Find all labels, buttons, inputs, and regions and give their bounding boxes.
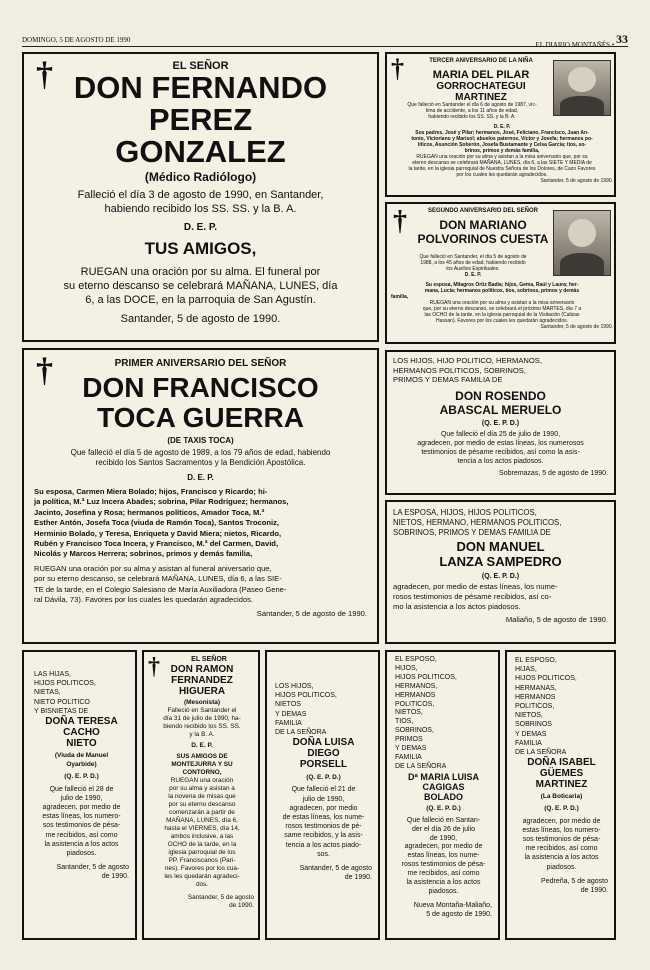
- text: sos.: [317, 850, 330, 858]
- mourners: NIETOS: [275, 701, 301, 709]
- profession: (Médico Radiólogo): [144, 170, 257, 184]
- text: sos testimonios de pésa-: [522, 836, 601, 844]
- text: 1988, a los 45 años de edad, habiendo recibido: [420, 260, 526, 266]
- text: me recibidos, así como: [407, 870, 480, 878]
- obituary-maria-del-pilar: [385, 52, 616, 197]
- mourners: POLITICOS,: [515, 703, 555, 711]
- mourners: Y DEMAS: [395, 745, 427, 753]
- family: brinos, primos y demás familia,: [464, 148, 540, 154]
- date: 5 de agosto de 1990.: [426, 910, 492, 918]
- cross-icon: †: [391, 54, 404, 83]
- mourners: MONTEJURRA Y SU: [171, 761, 233, 768]
- obituary-mariano-polvorinos: [385, 202, 616, 344]
- text: dos.: [195, 881, 209, 888]
- header-date: DOMINGO, 5 DE AGOSTO DE 1990: [22, 36, 131, 44]
- deceased-name: GÜEMES: [539, 768, 584, 780]
- deceased-name: ABASCAL MERUELO: [439, 402, 562, 417]
- cross-icon: †: [36, 56, 53, 93]
- text: tencia a los actos piado-: [285, 841, 362, 849]
- deceased-name: DON MARIANO: [439, 218, 527, 232]
- deceased-name: PORSELL: [299, 759, 348, 771]
- mourners: SUS AMIGOS DE: [176, 753, 228, 760]
- text: nes). Favores por los cua-: [164, 865, 240, 872]
- deceased-name: DON RAMON: [170, 664, 234, 675]
- date: Santander, 5 de agosto de 1990.: [540, 324, 613, 330]
- date: de 1990.: [101, 873, 129, 881]
- obituary-rosendo-abascal: [385, 350, 616, 495]
- deceased-name: POLVORINOS CUESTA: [417, 232, 549, 246]
- text: la novena de misas que: [168, 793, 236, 800]
- family: líticos, Asunción Soberón, Josefa Bustamante y Celsa García; tíos, so-: [417, 142, 587, 148]
- mourners: Y BISNIETAS DE: [34, 707, 89, 715]
- mourners: Y DEMAS: [515, 730, 547, 738]
- portrait-photo: [553, 60, 611, 116]
- deceased-name: DON FRANCISCO: [82, 372, 319, 403]
- text: Que falleció el 28 de: [49, 785, 114, 793]
- deceased-name: MARTINEZ: [535, 779, 588, 791]
- mourners: HIJAS,: [515, 666, 537, 674]
- family: tonio, Victoriano y Marisol; abuelos paternos, Víctor y Josefa; hermanos po-: [411, 136, 593, 142]
- cross-icon: †: [36, 352, 53, 389]
- portrait-photo: [553, 210, 611, 276]
- dep: (Q. E. P. D.): [64, 773, 99, 781]
- date: Nueva Montaña-Maliaño,: [413, 901, 492, 909]
- text: las OCHO de la tarde, en la iglesia parroquial de la Visitación (Calizas: [424, 312, 580, 318]
- text: sos testimonios de pésa-: [42, 822, 121, 830]
- text: por su alma y asistan a: [169, 785, 235, 792]
- text: same recibidos, y la asis-: [284, 832, 363, 840]
- text: la asistencia a los actos: [524, 854, 599, 862]
- mourners: TIOS,: [395, 718, 414, 726]
- text: su eterno descanso se celebrará MAÑANA, LUNES, día: [63, 280, 338, 292]
- date: Santander, 5 de agosto: [299, 865, 372, 873]
- text: Que falleció el día 25 de julio de 1990,: [440, 430, 561, 438]
- text: Hassan). Favores por los cuales les quedarán agradecidos.: [435, 318, 569, 324]
- text: comenzarán a partir de: [169, 809, 235, 816]
- text: de 1990,: [429, 834, 458, 842]
- cross-icon: †: [393, 206, 407, 237]
- family: Esther Antón, Josefa Toca (viuda de Ramón Toca), Santos Troconiz,: [34, 518, 280, 528]
- mourners: FAMILIA: [395, 753, 422, 761]
- mourners: NIETAS,: [34, 689, 61, 697]
- text: Que falleció en Santan-: [406, 816, 481, 824]
- mourners: LOS HIJOS, HIJO POLITICO, HERMANOS,: [393, 356, 542, 365]
- mourners: HIJOS POLITICOS,: [515, 675, 577, 683]
- dep: D. E. P.: [183, 222, 218, 233]
- heading: EL SEÑOR: [191, 656, 227, 663]
- obituary-manuel-lanza: [385, 500, 616, 644]
- text: ambos inclusive, a las: [170, 833, 234, 840]
- family: Sus padres, José y Pilar; hermanos, José, Feliciano, Francisco, Juan An-: [415, 130, 589, 136]
- text: iglesia parroquial de los: [168, 849, 236, 856]
- text: RUEGAN una oración: [170, 777, 234, 784]
- text: tencia a los actos piadosos.: [457, 457, 544, 465]
- obituary-francisco-toca: [22, 348, 379, 644]
- text: TE de la tarde, en el Colegio Salesiano de María Auxiliadora (Paseo Gene-: [34, 584, 287, 594]
- heading: TERCER ANIVERSARIO DE LA NIÑA: [429, 58, 533, 64]
- mourners: EL ESPOSO,: [395, 656, 437, 663]
- family: ja política, M.ª Luz Incera Abades; sobrina, Pilar Rodríguez; hermanos,: [34, 497, 289, 507]
- obituary-ramon-fernandez: [142, 650, 260, 940]
- text: RUEGAN una oración por su alma. El funeral por: [80, 266, 321, 278]
- mourners: DE LA SEÑORA: [515, 749, 567, 757]
- text: piadosos.: [428, 887, 459, 895]
- deceased-name: NIETO: [66, 738, 97, 750]
- deceased-name: FERNANDEZ: [171, 675, 233, 686]
- dep: (Q. E. P. D.): [426, 804, 461, 812]
- text: estas líneas, los nume-: [407, 852, 480, 860]
- deceased-name: TOCA GUERRA: [97, 402, 304, 433]
- mourners: DE LA SEÑORA: [395, 762, 447, 770]
- header-paper-name: EL DIARIO MONTAÑÉS •: [535, 41, 615, 49]
- text: habiendo recibido los SS. SS. y la B. A.: [104, 203, 297, 215]
- mourners: HIJOS POLITICOS,: [34, 680, 96, 688]
- text: por su eterno descanso, se celebrará MAÑANA, LUNES, día 6, a las SIE-: [34, 574, 282, 584]
- deceased-name: PEREZ: [148, 102, 253, 137]
- family: mana, Lucía; hermanos políticos, tíos, sobrinos, primos y demás: [424, 288, 580, 294]
- mourners: FAMILIA: [275, 719, 302, 727]
- deceased-name: CACHO: [63, 727, 100, 739]
- deceased-name: DOÑA LUISA: [292, 737, 355, 749]
- text: recibido los Santos Sacramentos y la Bendición Apostólica.: [95, 458, 306, 467]
- date: Santander, 5 de agosto de 1990.: [256, 609, 367, 619]
- deceased-name: DIEGO: [307, 748, 340, 760]
- text: los Auxilios Espirituales.: [446, 266, 500, 272]
- text: MAÑANA, LUNES, día 6,: [166, 817, 238, 824]
- mourners: HERMANOS,: [395, 682, 438, 690]
- page-header: [22, 34, 628, 47]
- text: la asistencia a los actos: [44, 840, 119, 848]
- text: hasta el VIERNES, día 14,: [164, 825, 240, 832]
- profession: (Mesonista): [183, 699, 221, 706]
- family: Rubén y Francisco Toca Incera, y Francisco, M.ª del Carmen, David,: [34, 539, 279, 549]
- mourners: FAMILIA: [515, 739, 542, 747]
- deceased-name: GONZALEZ: [115, 134, 286, 169]
- mourners: HIJOS,: [395, 664, 418, 672]
- text: rosos testimonios de pésame recibidos, así co-: [393, 592, 552, 602]
- dep: D. E. P.: [464, 272, 482, 278]
- text: julio de 1990,: [302, 795, 345, 803]
- heading: SEGUNDO ANIVERSARIO DEL SEÑOR: [427, 208, 538, 214]
- deceased-name: CAGIGAS: [422, 781, 465, 792]
- dep: D. E. P.: [187, 473, 214, 482]
- deceased-name: GORROCHATEGUI MARTINEZ: [436, 81, 526, 103]
- text: piadosos.: [66, 850, 97, 858]
- text: me recibidos, así como: [525, 845, 598, 853]
- mourners: NIETO POLITICO: [34, 698, 90, 706]
- heading: PRIMER ANIVERSARIO DEL SEÑOR: [114, 358, 287, 369]
- family: Herminio Bolado, y Teresa, Enriqueta y David Miera; nietos, Ricardo,: [34, 528, 282, 538]
- text: Falleció en Santander el: [167, 707, 237, 714]
- deceased-name: DOÑA TERESA: [45, 716, 118, 728]
- text: biendo recibido los SS. SS.: [163, 723, 241, 730]
- deceased-name: DOÑA ISABEL: [527, 757, 596, 769]
- deceased-name: DON FERNANDO: [73, 70, 328, 105]
- date: de 1990.: [580, 887, 608, 895]
- mourners: NIETOS,: [395, 709, 423, 717]
- dep: (Q. E. P. D.): [481, 419, 520, 427]
- mourners: LA ESPOSA, HIJOS, HIJOS POLITICOS,: [393, 508, 537, 517]
- family: Su esposa, Carmen Miera Bolado; hijos, Francisco y Ricardo; hi-: [34, 487, 268, 496]
- deceased-name: HIGUERA: [178, 686, 226, 697]
- obituary-fernando-perez: [22, 52, 379, 342]
- mourners: CONTORNO,: [182, 769, 222, 776]
- deceased-name: Dª MARIA LUISA: [408, 771, 479, 782]
- dep: (Q. E. P. D.): [481, 573, 520, 581]
- page-number: 33: [616, 32, 628, 46]
- mourners: PRIMOS Y DEMAS FAMILIA DE: [393, 375, 503, 385]
- text: eterno descanso se celebrará MAÑANA, LUNES, día 6, a las SIETE Y MEDIA de: [412, 160, 592, 166]
- date: Santander, 5 de agosto de 1990.: [540, 178, 613, 184]
- family: Jacinto, Josefina y Rosa; hermanos políticos, Amador Toca, M.ª: [34, 507, 265, 517]
- text: agradecen, por medio de: [42, 804, 121, 812]
- text: que, por su eterno descanso, se celebrará el próximo MARTES, día 7 a: [422, 306, 582, 312]
- mourners: EL ESPOSO,: [515, 657, 557, 664]
- deceased-name: LANZA SAMPEDRO: [439, 554, 562, 570]
- text: agradecen, por medio de: [404, 843, 483, 851]
- deceased-name: DON ROSENDO: [455, 388, 546, 403]
- text: tima de accidente, a los 11 años de edad,: [425, 108, 519, 114]
- text: mo la asistencia a los actos piadosos.: [393, 602, 521, 612]
- mourners: HIJOS POLITICOS,: [275, 692, 337, 700]
- text: les les quedarán agradeci-: [164, 873, 240, 880]
- deceased-name: MARIA DEL PILAR: [432, 69, 530, 81]
- mourners: SOBRINOS: [515, 721, 552, 729]
- cross-icon: †: [148, 654, 160, 680]
- profession: (La Boticaria): [540, 793, 583, 801]
- date: Santander, 5 de agosto: [187, 894, 254, 901]
- text: rosos testimonios de pé-: [285, 823, 362, 831]
- date: Maliaño, 5 de agosto de 1990.: [505, 615, 608, 625]
- date: Santander, 5 de agosto de 1990.: [120, 313, 281, 325]
- dep: D. E. P.: [191, 742, 213, 749]
- text: estas líneas, los numero-: [522, 826, 601, 834]
- text: piadosos.: [546, 863, 577, 871]
- text: por los cuales les quedarán agradecidos.: [456, 172, 548, 178]
- deceased-name: BOLADO: [424, 791, 463, 802]
- text: habiendo recibido los SS. SS. y la B. A.: [428, 114, 516, 120]
- text: Que falleció el 21 de: [291, 786, 356, 794]
- mourners: PRIMOS: [395, 736, 423, 744]
- family: Nicolás y Marcos Herrera; sobrinos, primos y demás familia,: [34, 549, 253, 559]
- text: estas líneas, los numero-: [42, 813, 121, 821]
- text: RUEGAN una oración por su alma y asistan a la misa aniversario: [429, 300, 575, 306]
- profession: (Viuda de Manuel: [54, 752, 109, 760]
- profession: (DE TAXIS TOCA): [167, 436, 234, 445]
- mourners: LAS HIJAS,: [34, 671, 71, 678]
- date: de 1990.: [229, 902, 254, 909]
- family: Su esposa, Milagros Ortiz Badía; hijos, Gema, Raúl y Laura; her-: [425, 282, 579, 288]
- text: RUEGAN una oración por su alma y asistan a la misa aniversario que, por su: [416, 154, 588, 160]
- text: Que falleció en Santander, el día 5 de agosto de: [419, 254, 527, 260]
- mourners: TUS AMIGOS,: [144, 239, 257, 258]
- heading: EL SEÑOR: [172, 60, 229, 72]
- obituary-luisa-diego: [265, 650, 380, 940]
- text: testimonios de pésame recibidos, así como la asis-: [421, 448, 580, 456]
- text: OCHO de la tarde, en la: [167, 841, 237, 848]
- dep: D. E. P.: [493, 124, 511, 130]
- funeral-text: [24, 560, 377, 620]
- text: agradecen, por medio de estas líneas, los nume-: [393, 582, 558, 592]
- deceased-name: DON MANUEL: [456, 539, 545, 555]
- text: y la B. A.: [189, 731, 215, 738]
- text: RUEGAN una oración por su alma y asistan al funeral aniversario que,: [34, 563, 272, 573]
- obituary-teresa-cacho: [22, 650, 137, 940]
- text: Que falleció en Santander el día 6 de agosto de 1987, víc-: [407, 102, 537, 108]
- text: la tarde, en la iglesia parroquial de Nuestra Señora de los Dolores, de Cazo Favores: [408, 166, 596, 172]
- text: ral Dávila, 73). Favores por los cuales les quedarán agradecidos.: [34, 595, 254, 605]
- family-list: [24, 487, 377, 560]
- text: me recibidos, así como: [45, 831, 118, 839]
- text: agradecen, por medio de: [522, 817, 601, 825]
- profession: Oyarbide): [66, 761, 97, 769]
- date: Sobremazas, 5 de agosto de 1990.: [499, 469, 608, 477]
- dep: (Q. E. P. D.): [544, 805, 579, 813]
- text: agradecen, por medio: [289, 804, 358, 812]
- date: de 1990.: [344, 874, 372, 882]
- mourners: SOBRINOS, PRIMOS Y DEMAS FAMILIA DE: [393, 527, 551, 537]
- obituary-maria-luisa-cagigas: [385, 650, 500, 940]
- date: Pedreña, 5 de agosto: [541, 877, 608, 885]
- obituary-isabel-guemes: [505, 650, 616, 940]
- mourners: HERMANOS POLITICOS, SOBRINOS,: [393, 365, 526, 375]
- text: julio de 1990,: [60, 794, 103, 802]
- text: PP. Franciscanos (Pari-: [168, 857, 236, 864]
- mourners: HERMANOS: [395, 691, 436, 699]
- date: Santander, 5 de agosto: [56, 864, 129, 872]
- mourners: HERMANOS: [515, 693, 556, 701]
- text: la asistencia a los actos: [406, 879, 481, 887]
- mourners: NIETOS,: [515, 712, 543, 720]
- text: de estas líneas, los nume-: [282, 814, 365, 822]
- text: der el día 26 de julio: [411, 825, 476, 833]
- mourners: SOBRINOS,: [395, 727, 434, 735]
- text: por su eterno descanso: [168, 801, 236, 808]
- family: familia,: [391, 294, 409, 300]
- mourners: HERMANAS,: [515, 684, 557, 692]
- mourners: LOS HIJOS,: [275, 683, 314, 690]
- text: 6, a las DOCE, en la parroquia de San Agustín.: [85, 294, 316, 306]
- mourners: NIETOS, HERMANO, HERMANOS POLITICOS,: [393, 517, 562, 527]
- mourners: DE LA SEÑORA: [275, 729, 327, 737]
- text: día 31 de julio de 1990, ha-: [163, 715, 241, 722]
- header-paper: [535, 32, 628, 51]
- mourners: POLITICOS,: [395, 700, 435, 708]
- text: Que falleció el día 5 de agosto de 1989, a los 79 años de edad, habiendo: [70, 448, 331, 457]
- mourners: HIJOS POLITICOS,: [395, 673, 457, 681]
- text: rosos testimonios de pésa-: [401, 861, 486, 869]
- dep: (Q. E. P. D.): [306, 774, 341, 782]
- text: agradecen, por medio de estas líneas, los numerosos: [417, 439, 584, 447]
- text: Falleció el día 3 de agosto de 1990, en Santander,: [77, 189, 324, 201]
- mourners: Y DEMAS: [275, 710, 307, 718]
